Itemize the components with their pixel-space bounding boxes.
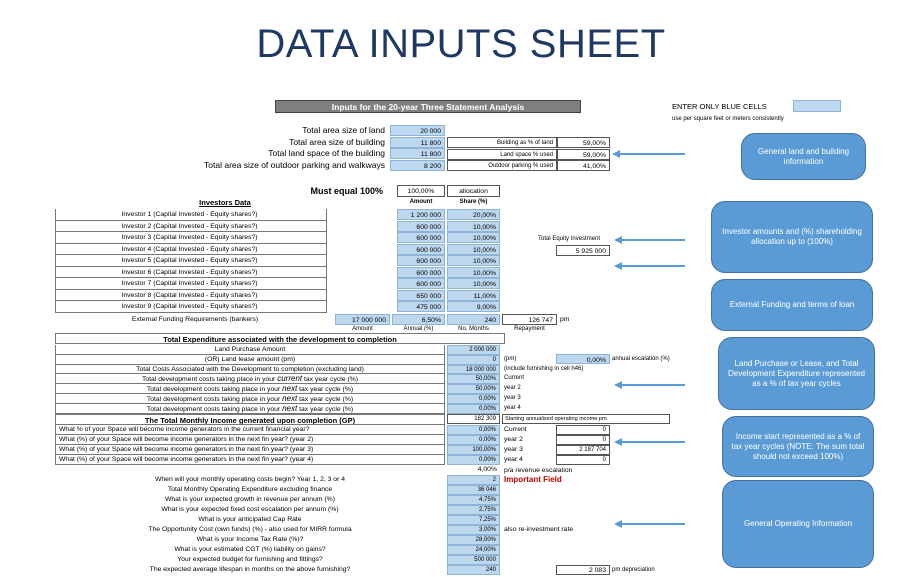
operating-value-input[interactable]: 36 046	[447, 485, 500, 495]
land-value-input[interactable]: 11 800	[390, 148, 445, 159]
investor-amount-input[interactable]: 600 000	[397, 267, 445, 278]
land-escalation-input[interactable]: 0,00%	[556, 354, 610, 364]
label-part: tax year cycle (%)	[302, 376, 359, 384]
expenditure-row-label: Land Purchase Amount	[55, 345, 445, 355]
land-row-label: Total land space of the building	[268, 148, 385, 158]
investor-amount-input[interactable]: 600 000	[397, 232, 445, 243]
total-equity-label: Total Equity Investment	[538, 236, 601, 242]
operating-row-label: What is your Income Tax Rate (%)?	[196, 536, 304, 543]
investor-share-input[interactable]: 10,00%	[447, 255, 500, 266]
units-note: use per square feet or meters consistently	[672, 116, 784, 122]
callout-external-funding: External Funding and terms of loan	[711, 279, 873, 331]
operating-value-input[interactable]: 7,25%	[447, 515, 500, 525]
h-amount: Amount	[352, 326, 373, 332]
expenditure-row-label	[55, 384, 445, 394]
page-title: DATA INPUTS SHEET	[256, 22, 666, 66]
ratio-label: Building as % of land	[447, 137, 557, 148]
revenue-escalation-value: 4,00%	[447, 465, 500, 475]
investors-section-label: Investors Data	[199, 198, 251, 207]
callout-operating: General Operating Information	[722, 480, 874, 568]
expenditure-note: year 3	[504, 395, 521, 401]
investor-share-input[interactable]: 10,00%	[447, 278, 500, 289]
land-value-input[interactable]: 8 200	[390, 160, 445, 171]
operating-row-label: What is your anticipated Cap Rate	[198, 516, 302, 523]
income-year-label: year 4	[504, 456, 523, 463]
land-row-label: Total area size of outdoor parking and walkways	[204, 159, 385, 170]
income-amount-value: 0	[556, 435, 610, 445]
ratio-value: 59,00%	[557, 137, 610, 148]
col-amount-header: Amount	[409, 199, 433, 205]
expenditure-row-label	[55, 404, 445, 414]
income-year-label: year 2	[504, 436, 523, 443]
investor-amount-input[interactable]: 600 000	[397, 221, 445, 232]
expenditure-value-input[interactable]: 18 000 000	[447, 365, 500, 375]
investor-row-label: Investor 8 (Capital Invested - Equity shares?)	[55, 290, 327, 302]
revenue-escalation-label: p/a revenue escalation	[504, 467, 573, 474]
h-repayment: Repayment	[514, 326, 545, 332]
gp-value: 182 309	[447, 414, 500, 424]
allocation-cell: allocation	[447, 185, 500, 197]
label-emphasis: current	[277, 374, 303, 384]
expenditure-value-input[interactable]: 0,00%	[447, 404, 500, 414]
operating-row-label: Your expected budget for furnishing and fittings?	[177, 556, 323, 563]
expenditure-value-input[interactable]: 0,00%	[447, 394, 500, 404]
sheet-title: Inputs for the 20-year Three Statement Analysis	[275, 100, 581, 113]
repayment-unit: pm	[560, 316, 570, 323]
external-annual-input[interactable]: 6,50%	[392, 314, 445, 325]
investor-row-label: Investor 2 (Capital Invested - Equity shares?)	[55, 221, 327, 233]
expenditure-row-label	[55, 394, 445, 404]
investor-row-label: Investor 5 (Capital Invested - Equity shares?)	[55, 255, 327, 267]
arrow-left-icon	[614, 438, 685, 446]
income-amount-value: 0	[556, 425, 610, 435]
label-part: Total development costs taking place in your	[146, 405, 283, 413]
expenditure-note: year 2	[504, 385, 521, 392]
investor-row-label: Investor 9 (Capital Invested - Equity shares?)	[55, 301, 327, 313]
investor-amount-input[interactable]: 600 000	[397, 278, 445, 289]
expenditure-note: (pm)	[504, 355, 517, 362]
operating-value-input[interactable]: 28,00%	[447, 535, 500, 545]
expenditure-row-label	[55, 374, 445, 384]
income-year-label: year 3	[504, 446, 523, 453]
investor-share-input[interactable]: 20,00%	[447, 209, 500, 220]
label-part: tax year cycle (%)	[297, 396, 354, 403]
label-emphasis: next	[282, 394, 298, 403]
income-value-input[interactable]: 0,00%	[447, 455, 500, 465]
label-part: tax year cycle (%)	[297, 386, 354, 394]
total-equity-value: 5 925 000	[556, 245, 610, 256]
blue-cells-note: ENTER ONLY BLUE CELLS	[672, 102, 767, 111]
investor-share-input[interactable]: 10,00%	[447, 267, 500, 278]
arrow-left-icon	[614, 262, 685, 270]
operating-value-input[interactable]: 240	[447, 565, 500, 575]
income-row-label: What (%) of your Space will become income generators in the next fin year? (year 2)	[55, 435, 445, 445]
income-value-input[interactable]: 100,00%	[447, 445, 500, 455]
income-value-input[interactable]: 0,00%	[447, 425, 500, 435]
expenditure-row-label: (OR) Land lease amount (pm)	[55, 355, 445, 365]
investor-row-label: Investor 7 (Capital Invested - Equity shares?)	[55, 278, 327, 290]
operating-row-label: The Opportunity Cost (own funds) (%) - also used for MIRR formula	[148, 526, 352, 533]
callout-expenditure: Land Purchase or Lease, and Total Development Expenditure represented as a % of tax year cycles	[718, 337, 875, 410]
investor-share-input[interactable]: 10,00%	[447, 221, 500, 232]
ratio-value: 41,00%	[557, 160, 610, 171]
investor-row-label: Investor 6 (Capital Invested - Equity shares?)	[55, 267, 327, 279]
operating-value-input[interactable]: 500 000	[447, 555, 500, 565]
ratio-label: Outdoor parking % used	[447, 160, 557, 171]
label-part: Total development costs taking place in your	[141, 376, 278, 384]
investor-row-label: Investor 1 (Capital Invested - Equity shares?)	[55, 209, 327, 221]
expenditure-note: Current	[504, 375, 525, 382]
expenditure-value-input[interactable]: 0	[447, 355, 500, 365]
external-months-input[interactable]: 240	[447, 314, 500, 325]
operating-value-input[interactable]: 24,00%	[447, 545, 500, 555]
h-annual: Annual (%)	[403, 326, 434, 332]
operating-value-input[interactable]: 2,75%	[447, 505, 500, 515]
investor-amount-input[interactable]: 1 200 000	[397, 209, 445, 220]
income-row-label: What % of your Space will become income generators in the current financial year?	[55, 425, 445, 435]
expenditure-value-input[interactable]: 50,00%	[447, 374, 500, 384]
external-amount-input[interactable]: 17 000 000	[335, 314, 390, 325]
investor-row-label: Investor 4 (Capital Invested - Equity shares?)	[55, 244, 327, 256]
land-row-label: Total area size of land	[302, 125, 385, 135]
operating-row-label: What is your expected fixed cost escalation per annum (%)	[161, 506, 339, 513]
h-months: No. Months	[458, 326, 489, 332]
investor-share-input[interactable]: 11,00%	[447, 290, 500, 301]
operating-value-input[interactable]: 4,75%	[447, 495, 500, 505]
investor-share-input[interactable]: 10,00%	[447, 232, 500, 243]
income-row-label: What (%) of your Space will become income generators in the next fin year? (year 3)	[55, 445, 445, 455]
investor-amount-input[interactable]: 475 000	[397, 301, 445, 312]
ratio-value: 59,00%	[557, 149, 610, 160]
callout-investors: Investor amounts and (%) shareholding allocation up to (100%)	[711, 201, 873, 273]
income-amount-value: 0	[556, 455, 610, 465]
external-repayment-value: 126 747	[502, 314, 557, 325]
gp-label: Starting annualised operating income pm	[502, 414, 670, 424]
income-year-label: Current	[504, 426, 527, 433]
arrow-left-icon	[614, 381, 685, 389]
ratio-label: Land space % used	[447, 149, 557, 160]
expenditure-value-input[interactable]: 2 000 000	[447, 345, 500, 355]
income-row-label: What (%) of your Space will become income generators in the next fin year? (year 4)	[55, 455, 445, 465]
depreciation-label: pm depreciation	[612, 567, 655, 573]
label-part: tax year cycle (%)	[297, 405, 354, 413]
land-row-label: Total area size of building	[289, 136, 385, 147]
income-amount-value: 2 187 704	[556, 445, 610, 455]
operating-row-label: Total Monthly Operating Expenditure excluding finance	[167, 486, 333, 493]
operating-value-input[interactable]: 2	[447, 475, 500, 485]
label-emphasis: next	[282, 384, 298, 394]
label-emphasis: next	[282, 403, 298, 413]
label-part: Total development costs taking place in your	[146, 386, 283, 394]
total-share-cell: 100,00%	[397, 185, 445, 197]
operating-row-label: What is your expected growth in revenue per annum (%)	[164, 496, 335, 503]
arrow-left-icon	[614, 520, 685, 528]
operating-row-label: When will your monthly operating costs begin? Year 1, 2, 3 or 4	[154, 476, 346, 483]
must-equal-label: Must equal 100%	[310, 186, 383, 196]
investor-share-input[interactable]: 10,00%	[447, 244, 500, 255]
operating-value-input[interactable]: 3,00%	[447, 525, 500, 535]
land-escalation-label: annual escalation (%)	[612, 356, 670, 362]
callout-income: Income start represented as a % of tax year cycles (NOTE: The sum total should not exceed 100%)	[722, 416, 874, 477]
arrow-left-icon	[612, 150, 685, 158]
investor-amount-input[interactable]: 600 000	[397, 244, 445, 255]
blue-cell-legend	[793, 100, 841, 112]
investor-share-input[interactable]: 9,00%	[447, 301, 500, 312]
depreciation-value: 2 083	[556, 565, 610, 575]
arrow-left-icon	[614, 236, 685, 244]
land-value-input[interactable]: 11 800	[390, 137, 445, 148]
expenditure-row-label: Total Costs Associated with the Development to completion (excluding land)	[55, 365, 445, 375]
operating-row-label: What is your estimated CGT (%) liability on gains?	[174, 546, 326, 553]
investor-amount-input[interactable]: 600 000	[397, 255, 445, 266]
expenditure-note: (include furnishing in cell h46)	[504, 365, 584, 372]
external-funding-label: External Funding Requirements (bankers)	[131, 316, 259, 323]
expenditure-section-label: Total Expenditure associated with the development to completion	[55, 333, 505, 344]
investor-row-label: Investor 3 (Capital Invested - Equity shares?)	[55, 232, 327, 244]
income-section-label: The Total Monthly Income generated upon completion (GP)	[55, 414, 445, 425]
investor-amount-input[interactable]: 650 000	[397, 290, 445, 301]
callout-land: General land and building information	[741, 133, 866, 180]
label-part: Total development costs taking place in your	[146, 396, 283, 403]
expenditure-value-input[interactable]: 50,00%	[447, 384, 500, 394]
land-value-input[interactable]: 20 000	[390, 125, 445, 136]
operating-note: also re-investment rate	[504, 526, 574, 533]
operating-note: Important Field	[504, 475, 562, 484]
operating-row-label: The expected average lifespan in months on the above furnishing?	[149, 566, 351, 573]
income-value-input[interactable]: 0,00%	[447, 435, 500, 445]
expenditure-note: year 4	[504, 404, 521, 411]
col-share-header: Share (%)	[459, 199, 488, 205]
